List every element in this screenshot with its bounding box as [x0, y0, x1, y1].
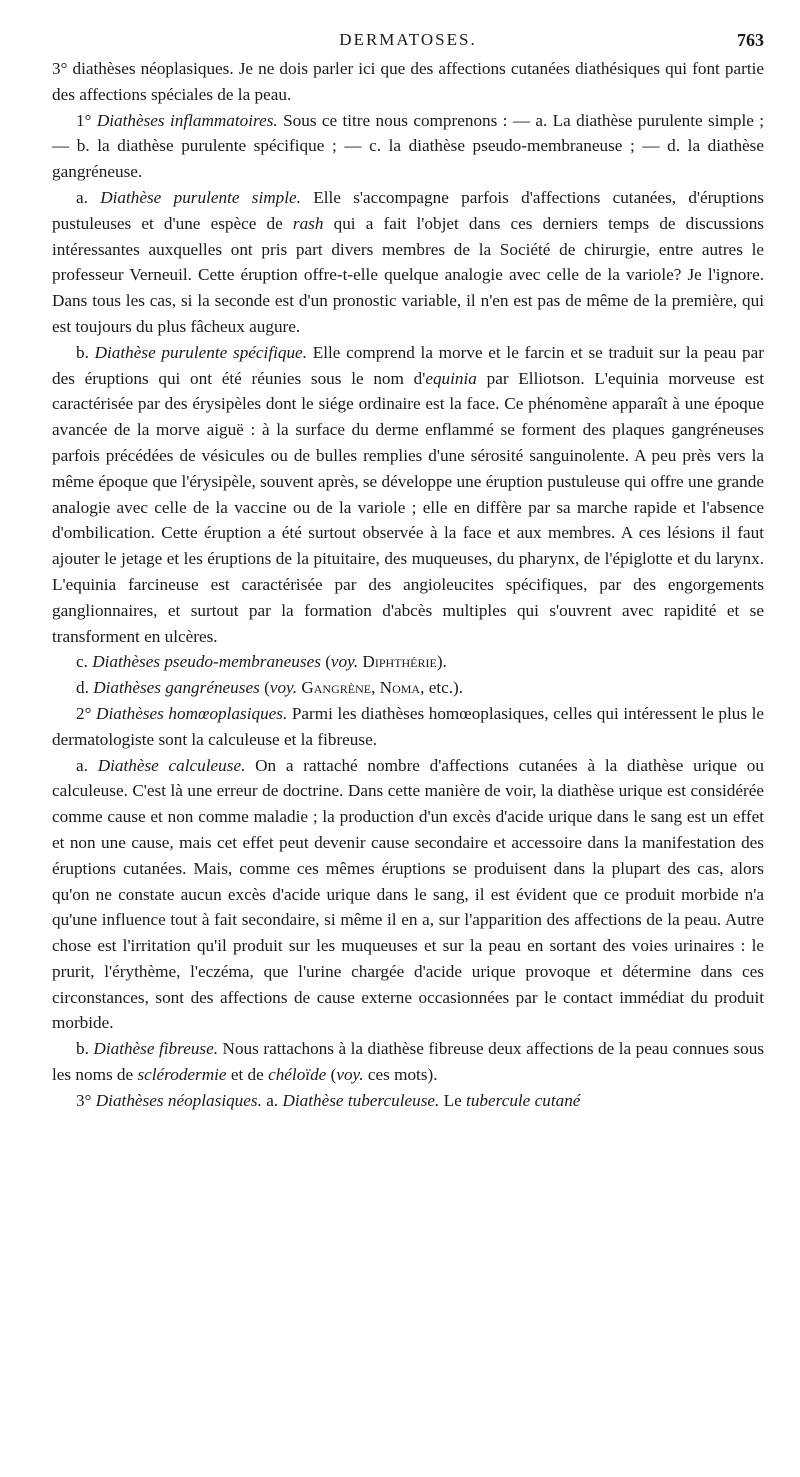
paragraph — [52, 675, 764, 701]
text-run: a. — [261, 1090, 283, 1110]
text-run: a. — [76, 187, 101, 207]
text-run: sclérodermie — [137, 1065, 227, 1085]
paragraph — [52, 185, 764, 340]
text-run: voy. — [336, 1065, 364, 1085]
paragraph — [52, 649, 764, 675]
text-run: Le — [439, 1090, 467, 1110]
text-run: ( — [326, 1065, 337, 1085]
text-run: rash — [292, 213, 324, 233]
document-page — [52, 30, 764, 1114]
text-run: Diathèse purulente simple. — [100, 187, 301, 207]
text-run: b. — [76, 342, 95, 362]
running-header — [52, 30, 764, 56]
text-run: Sous ce titre nous comprenons : — a. La diathèse purulente simple ; — b. la diathèse purulente spécifique ; — c. la diathèse pseudo-membraneuse ; — d. la diathèse gangréneuse. — [52, 110, 764, 182]
paragraph — [52, 1088, 764, 1114]
text-run: Diathèse fibreuse. — [93, 1039, 219, 1059]
paragraph — [52, 340, 764, 650]
text-run: Nous rattachons à la diathèse fibreuse deux affections de la peau connues sous les noms de — [52, 1039, 765, 1085]
text-run: par Elliotson. L'equinia morveuse est caractérisée par des érysipèles dont le siége ordinaire est la face. Ce phénomène apparaît à une époque avancée de la morve aiguë : à la surface du derme enflammé se forment des plaques gangréneuses parfois précédées de vésicules ou de bulles remplies d'une sérosité sanguinolente. A peu près vers la même époque que l'érysipèle, souvent après, se développe une éruption pustuleuse qui offre une grande analogie avec celle de la vaccine ou de la variole ; elle en diffère par sa marche rapide et l'absence d'ombilication. Cette éruption a été surtout observée à la face et aux membres. A ces lésions il faut ajouter le jetage et les éruptions de la pituitaire, des muqueuses, du pharynx, de l'épiglotte et du larynx. L'equinia farcineuse est caractérisée par des angioleucites spécifiques, par des engorgements ganglionnaires, et surtout par la formation d'abcès multiples qui s'ouvrent avec rapidité et se transforment en ulcères. — [52, 368, 764, 646]
text-run: 3° diathèses néoplasiques. Je ne dois parler ici que des affections cutanées diathésiques qui font partie des affections spéciales de la peau. — [52, 59, 764, 104]
text-run: voy. — [330, 652, 359, 672]
text-run: Diathèses gangréneuses — [93, 678, 260, 698]
paragraph — [52, 1036, 764, 1088]
text-run: ). — [436, 652, 447, 672]
paragraph — [52, 701, 764, 753]
paragraph — [52, 56, 764, 108]
text-run: Elle comprend la morve et le farcin et se traduit sur la peau par des éruptions qui ont été réunies sous le nom d' — [52, 342, 765, 388]
paragraph — [52, 753, 764, 1037]
text-run: Gangrène — [301, 678, 372, 698]
text-run: Diathèses néoplasiques. — [95, 1090, 262, 1110]
text-run: b. — [76, 1039, 94, 1059]
text-run: Elle s'accompagne parfois d'affections cutanées, d'éruptions pustuleuses et d'une espèce de — [52, 187, 764, 233]
text-run: On a rattaché nombre d'affections cutanées à la diathèse urique ou calculeuse. C'est là une erreur de doctrine. Dans cette manière de voir, la diathèse urique est considérée comme cause et non comme maladie ; la production d'un excès d'acide urique dans le sang est un effet et non une cause, mais cet effet peut devenir cause secondaire et accessoire dans la manifestation des éruptions cutanées. Mais, comme ces mêmes éruptions se produisent dans la plupart des cas, alors qu'on ne constate aucun excès d'acide urique dans le sang, il est évident que ce produit morbide n'a qu'une influence tout à fait secondaire, si même il en a, sur l'apparition des affections de la peau. Autre chose est l'irritation qu'il produit sur les muqueuses et sur la peau en sortant des voies urinaires : le prurit, l'érythème, l'eczéma, que l'urine chargée d'acide urique provoque et détermine dans ces circonstances, sont des affections de cause externe occasionnées par le contact immédiat du produit morbide. — [52, 755, 764, 1033]
text-run: d. — [76, 678, 94, 698]
text-run: 3° — [76, 1090, 96, 1110]
text-run: , — [371, 678, 380, 698]
text-run: ( — [320, 652, 331, 672]
text-run: 2° — [76, 703, 97, 723]
text-run: equinia — [425, 368, 477, 388]
text-run: tubercule cutané — [466, 1090, 581, 1110]
text-run: ( — [259, 678, 270, 698]
text-run: Diphthérie — [362, 652, 437, 672]
text-run: Noma — [379, 678, 421, 698]
text-run: et de — [226, 1065, 269, 1085]
text-run: Diathèses pseudo-membraneuses — [92, 652, 321, 672]
text-run: Diathèse tuberculeuse. — [282, 1090, 440, 1110]
text-run: Diathèses homœoplasiques. — [96, 703, 288, 723]
text-run: Diathèses inflammatoires. — [96, 110, 278, 130]
text-run: Diathèse calculeuse. — [97, 755, 246, 775]
text-run: chéloïde — [268, 1065, 327, 1085]
page-number: 763 — [737, 30, 764, 50]
text-run: Diathèse purulente spécifique. — [94, 342, 307, 362]
text-run: a. — [76, 755, 98, 775]
text-run: Parmi les diathèses homœoplasiques, celles qui intéressent le plus le dermatologiste sont la calculeuse et la fibreuse. — [52, 703, 765, 749]
text-run: ces mots). — [363, 1065, 438, 1085]
page-title: DERMATOSES. — [339, 30, 477, 49]
text-run: qui a fait l'objet dans ces derniers temps de discussions intéressantes auxquelles ont pris part divers membres de la Société de chirurgie, entre autres le professeur Verneuil. Cette éruption offre-t-elle quelque analogie avec celle de la variole? Je l'ignore. Dans tous les cas, si la seconde est d'un pronostic variable, il n'en est pas de même de la première, qui est toujours du plus fâcheux augure. — [52, 213, 764, 336]
body-text — [52, 56, 764, 1114]
text-run: voy. — [269, 678, 298, 698]
text-run: , etc.). — [420, 678, 464, 698]
text-run: c. — [76, 652, 93, 672]
paragraph — [52, 108, 764, 185]
text-run: 1° — [76, 110, 97, 130]
